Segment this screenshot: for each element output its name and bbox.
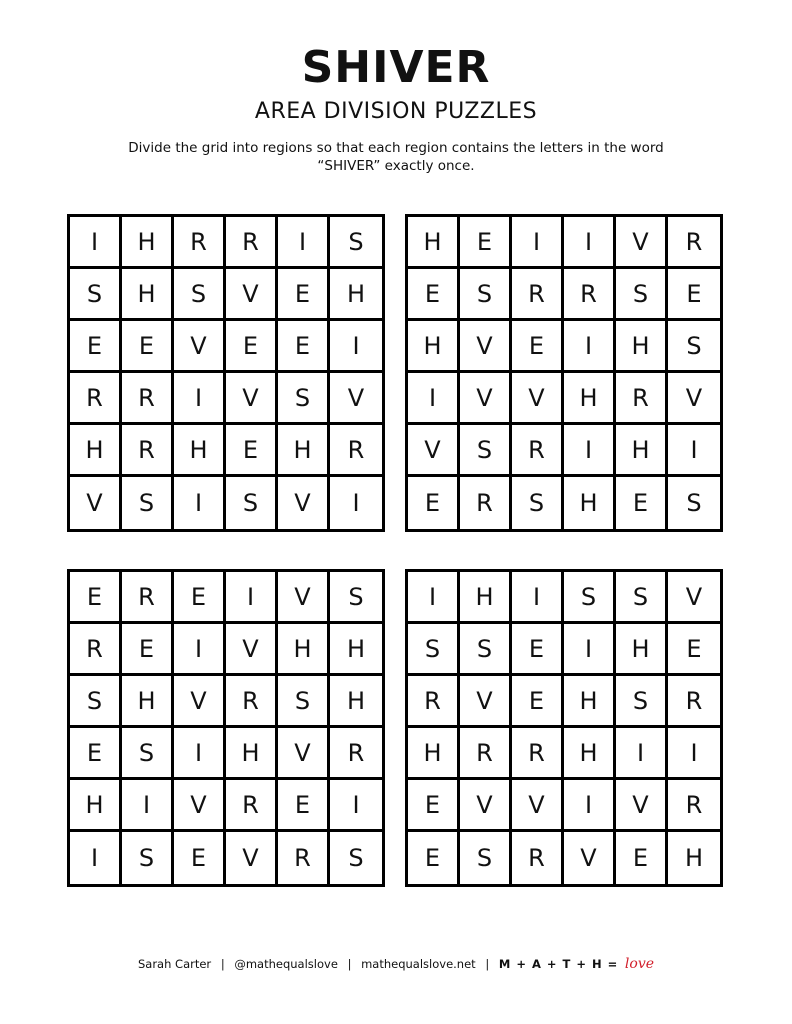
grid-cell: H — [122, 217, 174, 269]
grid-cell: E — [512, 676, 564, 728]
grid-cell: R — [330, 728, 382, 780]
grid-cell: R — [174, 217, 226, 269]
grid-cell: S — [512, 477, 564, 529]
grid-cell: V — [616, 217, 668, 269]
grid-cell: H — [408, 321, 460, 373]
grid-cell: V — [460, 676, 512, 728]
grid-cell: H — [330, 676, 382, 728]
grid-cell: I — [330, 321, 382, 373]
puzzle-grid-4 — [405, 569, 723, 887]
footer — [0, 956, 792, 972]
grid-cell: I — [70, 832, 122, 884]
grid-cell: E — [408, 832, 460, 884]
grid-cell: E — [70, 321, 122, 373]
grid-cell: H — [174, 425, 226, 477]
grid-cell: H — [684, 844, 704, 872]
grid-cell: R — [512, 269, 564, 321]
grid-cell: S — [278, 676, 330, 728]
grid-cell: I — [174, 728, 226, 780]
grid-cell: V — [226, 832, 278, 884]
grid-cell: R — [668, 676, 720, 728]
grid-cell: V — [226, 373, 278, 425]
grid-cell: E — [226, 321, 278, 373]
footer-separator: | — [220, 957, 225, 971]
grid-cell: E — [408, 269, 460, 321]
grid-cell: H — [70, 425, 122, 477]
grid-cell: I — [564, 425, 616, 477]
footer-separator: | — [347, 957, 352, 971]
grid-cell: S — [122, 477, 174, 529]
grid-cell: I — [564, 321, 616, 373]
grid-cell: H — [564, 373, 616, 425]
grid-cell: I — [512, 217, 564, 269]
grid-cell: S — [668, 321, 720, 373]
grid-cell: R — [512, 728, 564, 780]
grid-cell: R — [512, 425, 564, 477]
grid-cell: R — [668, 217, 720, 269]
grid-cell: R — [70, 373, 122, 425]
grid-cell: V — [330, 373, 382, 425]
grid-cell: S — [122, 728, 174, 780]
grid-cell: S — [460, 624, 512, 676]
grid-cell: V — [226, 269, 278, 321]
grid-cell: H — [460, 572, 512, 624]
grid-cell: E — [278, 780, 330, 832]
grid-cell: I — [408, 373, 460, 425]
grid-cell: V — [616, 780, 668, 832]
grid-cell: S — [174, 269, 226, 321]
love-logo: love — [624, 956, 655, 972]
grid-cell: R — [616, 373, 668, 425]
grid-cell: I — [616, 728, 668, 780]
grid-cell: R — [122, 572, 174, 624]
grid-cell: V — [460, 373, 512, 425]
grid-cell: I — [174, 373, 226, 425]
grid-cell: S — [616, 676, 668, 728]
grid-cell: H — [564, 676, 616, 728]
footer-brand: M + A + T + H = — [498, 957, 619, 971]
puzzle-grid-1 — [67, 214, 385, 532]
grid-cell: E — [278, 321, 330, 373]
grid-cell: V — [512, 780, 564, 832]
grid-cell: S — [564, 572, 616, 624]
grid-cell: S — [460, 832, 512, 884]
grid-cell: S — [408, 624, 460, 676]
grid-cell: I — [330, 780, 382, 832]
grid-cell: E — [512, 321, 564, 373]
grid-cell: I — [122, 780, 174, 832]
grid-cell: E — [668, 624, 720, 676]
grid-cell: E — [408, 780, 460, 832]
grid-cell: H — [330, 269, 382, 321]
grid-cell: R — [226, 676, 278, 728]
grid-cell: R — [512, 832, 564, 884]
grid-cell: V — [408, 425, 460, 477]
grid-cell: E — [226, 425, 278, 477]
grid-cell: R — [668, 780, 720, 832]
grid-cell: H — [122, 269, 174, 321]
grid-cell: R — [460, 728, 512, 780]
grid-cell: H — [616, 425, 668, 477]
grid-cell: I — [278, 217, 330, 269]
grid-cell: V — [668, 373, 720, 425]
instructions-text: Divide the grid into regions so that each region contains the letters in the word “SHIVER” exactly once. — [128, 140, 664, 174]
grid-cell: I — [512, 572, 564, 624]
grid-cell: R — [330, 425, 382, 477]
grid-cell: R — [226, 217, 278, 269]
grid-cell: R — [70, 624, 122, 676]
grid-cell: I — [408, 572, 460, 624]
grid-cell: H — [564, 477, 616, 529]
grid-cell: H — [278, 624, 330, 676]
grid-cell: I — [668, 425, 720, 477]
grid-cell: S — [348, 844, 364, 872]
grid-cell: V — [70, 477, 122, 529]
grid-cell: S — [616, 572, 668, 624]
grid-cell: V — [668, 572, 720, 624]
grid-cell: S — [226, 477, 278, 529]
grid-cell: S — [330, 572, 382, 624]
grid-cell: V — [460, 780, 512, 832]
grid-cell: R — [564, 269, 616, 321]
grid-cell: V — [278, 477, 330, 529]
grid-cell: H — [408, 217, 460, 269]
grid-cell: I — [564, 217, 616, 269]
grid-cell: V — [174, 780, 226, 832]
grid-cell: I — [668, 728, 720, 780]
grid-cell: E — [408, 477, 460, 529]
grid-cell: S — [122, 832, 174, 884]
footer-separator: | — [485, 957, 490, 971]
grid-cell: V — [174, 321, 226, 373]
grid-cell: H — [330, 624, 382, 676]
grid-cell: V — [278, 728, 330, 780]
grid-cell: R — [122, 425, 174, 477]
grid-cell: E — [668, 269, 720, 321]
puzzle-grid-3 — [67, 569, 385, 887]
grid-cell: V — [226, 624, 278, 676]
grid-cell: S — [460, 269, 512, 321]
puzzle-grid-2 — [405, 214, 723, 532]
grid-cell: I — [226, 572, 278, 624]
page-title: SHIVER — [301, 42, 491, 93]
grid-cell: R — [278, 832, 330, 884]
grid-cell: E — [174, 832, 226, 884]
grid-cell: S — [686, 489, 702, 517]
grid-cell: H — [70, 780, 122, 832]
grid-cell: E — [512, 624, 564, 676]
grid-cell: S — [330, 217, 382, 269]
grid-cell: E — [460, 217, 512, 269]
grid-cell: R — [226, 780, 278, 832]
grid-cell: S — [70, 269, 122, 321]
grid-cell: I — [174, 624, 226, 676]
grid-cell: E — [122, 624, 174, 676]
grid-cell: E — [278, 269, 330, 321]
grid-cell: H — [616, 321, 668, 373]
grid-cell: E — [122, 321, 174, 373]
grid-cell: I — [70, 217, 122, 269]
grid-cell: R — [408, 676, 460, 728]
grid-cell: R — [460, 477, 512, 529]
grid-cell: R — [122, 373, 174, 425]
footer-author: Sarah Carter — [137, 957, 212, 971]
grid-cell: E — [174, 572, 226, 624]
grid-cell: S — [460, 425, 512, 477]
grid-cell: V — [512, 373, 564, 425]
grid-cell: I — [174, 477, 226, 529]
footer-site: mathequalslove.net — [361, 957, 476, 971]
grid-cell: V — [174, 676, 226, 728]
footer-handle: @mathequalslove — [234, 957, 338, 971]
grid-cell: E — [70, 572, 122, 624]
grid-cell: I — [564, 624, 616, 676]
grid-cell: E — [616, 832, 668, 884]
grid-cell: I — [352, 489, 360, 517]
grid-cell: H — [226, 728, 278, 780]
grid-cell: H — [616, 624, 668, 676]
grid-cell: H — [408, 728, 460, 780]
grid-cell: H — [278, 425, 330, 477]
grid-cell: S — [616, 269, 668, 321]
grid-cell: V — [278, 572, 330, 624]
grid-cell: V — [564, 832, 616, 884]
grid-cell: I — [564, 780, 616, 832]
grid-cell: S — [70, 676, 122, 728]
grid-cell: H — [122, 676, 174, 728]
grid-cell: E — [70, 728, 122, 780]
grid-cell: E — [616, 477, 668, 529]
grid-cell: S — [278, 373, 330, 425]
page-subtitle: AREA DIVISION PUZZLES — [254, 99, 538, 124]
grid-cell: V — [460, 321, 512, 373]
grid-cell: H — [564, 728, 616, 780]
